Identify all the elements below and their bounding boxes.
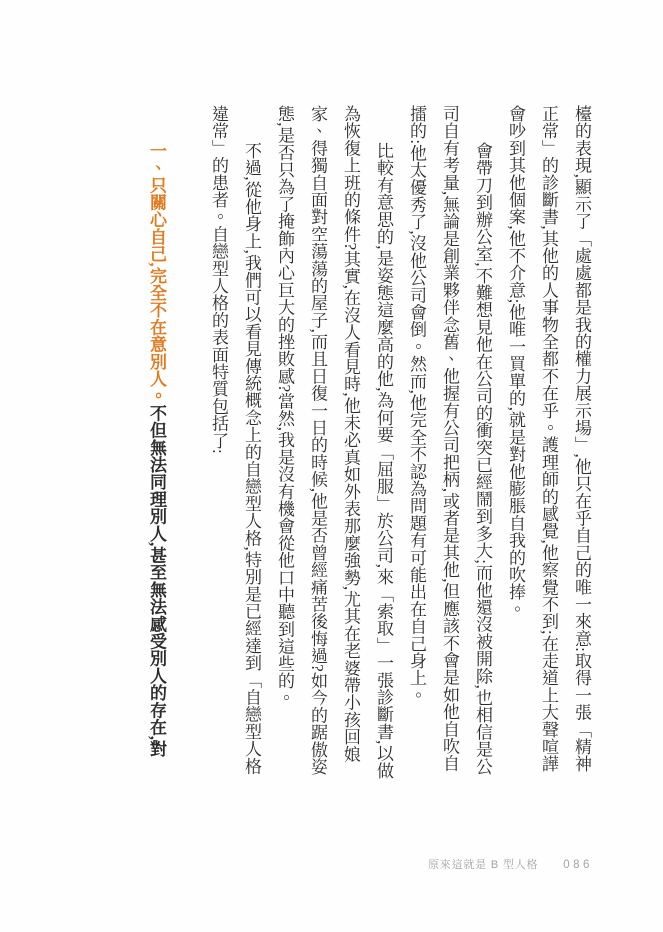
paragraph-2: 會帶刀到辦公室,不難想見他在公司的衝突已經鬧到多大;而他還沒被開除,也相信是公司自有考量,無論是創業夥伴念舊、他握有公司把柄,或者是其他,但應該不會是如他自吹自擂的:他太優秀了,沒他公司會倒。然而,他完全不認為問題有可能出在自己身上。 <box>407 105 492 776</box>
page-text <box>118 105 598 787</box>
paragraph-3: 比較有意思的,是姿態這麼高的他,為何要「屈服」於公司,來「索取」一張診斷書,以做為恢復上班的條件?其實,在沒人看見時,他未必真如外表那麼強勢,尤其在老婆帶小孩回娘家、得獨自面對空蕩蕩的屋子,而且日復一日的時候,他是否曾經痛苦後悔過?如今的踞傲姿態,是否只為了掩飾內心巨大的挫敗感?當然,我是沒有機會從他口中聽到這些的。 <box>275 105 393 780</box>
list-item-heading <box>140 105 173 787</box>
list-item-heading-highlight: 一、只關心自己,完全不在意別人。 <box>147 142 166 405</box>
running-footer <box>428 856 593 872</box>
list-item-heading-rest: 不但無法同理別人,甚至無法感受別人的存在,對 <box>147 404 166 758</box>
paragraph-1: 檯的表現,顯示了「處處都是我的權力展示場」,他只在乎自己的唯一來意:取得一張「精神正常」的診斷書,其他的人事物全都不在乎。護理師的感覺,他察覺不到;在走道上大聲喧譁會吵到其他個案,他不介意;他唯一買單的,就是對他膨脹自我的吹捧。 <box>506 105 591 773</box>
page-number: 086 <box>563 859 593 871</box>
paragraph-4: 不過,從他身上,我們可以看見傳統概念上的自戀型人格,特別是已經達到「自戀型人格違常」的患者。自戀型人格的表面特質包括了: <box>209 105 261 775</box>
book-title: 原來這就是 B 型人格 <box>428 859 539 871</box>
